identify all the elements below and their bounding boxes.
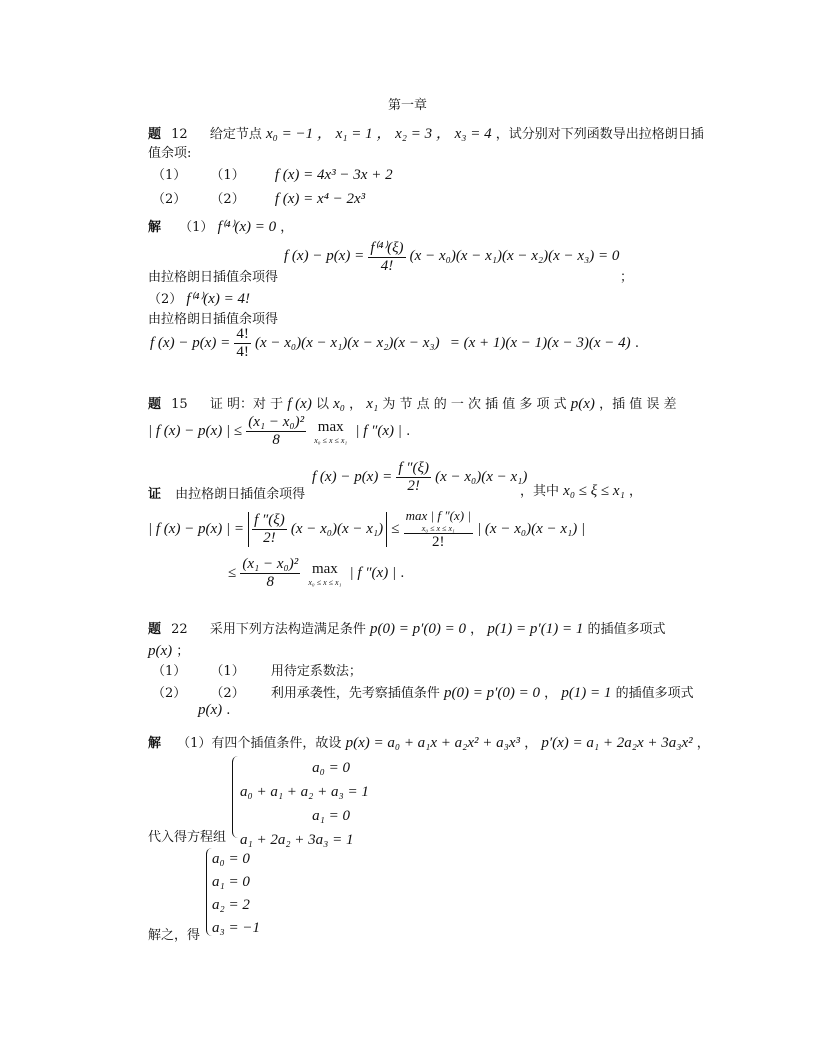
formula-right: = (x + 1)(x − 1)(x − 3)(x − 4) (449, 335, 631, 351)
frac-num: (x₁ − x₀)² (248, 414, 305, 430)
cond2: p(1) = 1 (561, 685, 612, 701)
max-sub: x₀ ≤ x ≤ x₁ (421, 524, 455, 533)
problem-text: 证 明：对 于 (209, 397, 284, 412)
problem-12-line1 (148, 122, 704, 143)
frac-num: f ″(ξ) (254, 512, 285, 528)
max-num: max | f ″(x) | (405, 508, 471, 523)
problem-15-inequality: | f (x) − p(x) | ≤ $\frac{\text{(x₁ − x₀)²}}{8}$ max x₀ ≤ x ≤ x₁ | f ″(x) | . (148, 414, 411, 448)
equation-system (240, 756, 369, 852)
solution-text: （1）有四个插值条件，故设 (177, 736, 342, 751)
frac-den: 2! (263, 530, 276, 546)
cond2: p(1) = p′(1) = 1 (487, 621, 584, 637)
formula-left: f (x) − p(x) = (312, 469, 393, 485)
l2-right: | f ″(x) | (349, 565, 397, 581)
problem-22-item2-line2 (198, 702, 230, 719)
problem-12-item2 (152, 188, 365, 208)
comma: ， (280, 220, 294, 235)
sep: ， (524, 736, 538, 751)
l1-mid: (x − x₀)(x − x₁) (290, 521, 384, 537)
frac-num: f ″(ξ) (398, 460, 429, 476)
part-expr: f⁽⁴⁾(x) = 4! (186, 291, 250, 307)
max-num-wrap (404, 508, 473, 534)
result-eq: a₂ = 2 (212, 897, 250, 913)
dp-expr: p′(x) = a₁ + 2a₂x + 3a₃x² (541, 735, 693, 751)
system-brace (232, 756, 239, 838)
where-end: ， (628, 484, 642, 499)
part-tag: （2） (148, 292, 183, 307)
equation: a₁ = 0 (312, 808, 350, 824)
proof-text: 由拉格朗日插值余项得 (175, 487, 306, 502)
solution-label: 解 (148, 736, 162, 751)
x1: x₁ (366, 396, 379, 412)
solution-12-part2 (148, 288, 250, 308)
item-tag: （2） (152, 192, 187, 207)
solution-label: 解 (148, 220, 162, 235)
frac-den: 8 (272, 432, 280, 448)
problem-number: 22 (171, 622, 188, 637)
result-eq: a₁ = 0 (212, 874, 250, 890)
solution-12-part1 (148, 216, 293, 236)
solution-22-line1 (148, 732, 710, 752)
where-expr: x₀ ≤ ξ ≤ x₁ (563, 483, 625, 499)
formula-remainder-2 (150, 326, 639, 361)
chapter-title: 第一章 (388, 98, 428, 113)
problem-22-item2 (152, 682, 694, 702)
proof-15-formula (312, 460, 527, 495)
px: p(x) (198, 702, 223, 718)
problem-12-line2: 值余项: (148, 146, 192, 161)
item-expr: f (x) = x⁴ − 2x³ (274, 191, 366, 207)
formula-left: f (x) − p(x) = (284, 248, 365, 264)
system-label: 代入得方程组 (148, 830, 227, 845)
result-eq: a₃ = −1 (212, 920, 260, 936)
sep: ， (349, 397, 363, 412)
item-tag: （2） (152, 686, 187, 701)
l2-le: ≤ (228, 565, 237, 581)
cond1: p(0) = p′(0) = 0 (444, 685, 541, 701)
part-tag: （1） (179, 220, 214, 235)
text2: 的插值多项式 (615, 686, 694, 701)
cond1: p(0) = p′(0) = 0 (370, 621, 467, 637)
formula-right: (x − x₀)(x − x₁)(x − x₂)(x − x₃) = 0 (409, 248, 620, 264)
item-tag2: （2） (210, 686, 245, 701)
part-expr: f⁽⁴⁾(x) = 0 (217, 219, 277, 235)
problem-label: 题 (148, 622, 162, 637)
result-label: 解之，得 (148, 928, 201, 943)
problem-nodes: x₀ = −1 ， x₁ = 1 ， x₂ = 3 ， x₃ = 4 (266, 126, 492, 142)
frac-den: 4! (380, 258, 394, 274)
max-word: max (311, 560, 338, 577)
item-tag: （1） (152, 664, 187, 679)
semi: ； (176, 644, 190, 659)
proof-label: 证 (148, 487, 162, 502)
l1-le: ≤ (391, 521, 400, 537)
frac-den: 4! (236, 344, 249, 360)
l1-right: | (x − x₀)(x − x₁) | (477, 521, 586, 537)
problem-12-item1 (152, 164, 393, 184)
formula-left: f (x) − p(x) = (150, 335, 231, 351)
ineq-left: | f (x) − p(x) | ≤ (148, 423, 243, 439)
text3: 为 节 点 的 一 次 插 值 多 项 式 (382, 397, 567, 412)
problem-label: 题 (148, 127, 162, 142)
formula-remainder-1 (284, 238, 619, 275)
result-eq: a₀ = 0 (212, 851, 250, 867)
ineq-right: | f ″(x) | (355, 423, 402, 439)
text2: 的插值多项式 (587, 622, 666, 637)
max-operator (308, 561, 341, 587)
fraction (252, 512, 287, 547)
px: p(x) (148, 643, 173, 659)
problem-number: 15 (171, 397, 188, 412)
max-fraction (404, 508, 473, 551)
formula-right: (x − x₀)(x − x₁) (435, 469, 528, 485)
item-tag: （1） (152, 168, 187, 183)
text4: ，插 值 误 差 (599, 397, 677, 412)
end: ， (696, 736, 710, 751)
frac-num: 4! (236, 326, 249, 342)
problem-label: 题 (148, 397, 162, 412)
problem-15-line1 (148, 393, 676, 413)
proof-15-line1 (148, 508, 585, 551)
max-sub: x₀ ≤ x ≤ x₁ (308, 577, 342, 587)
problem-intro: 给定节点 (209, 127, 262, 142)
frac-num: (x₁ − x₀)² (242, 556, 299, 572)
proof-15-line2: ≤ $\frac{\text{(x₁ − x₀)²}}{8}$ max x₀ ≤ x ≤ x₁ | f ″(x) | . (228, 556, 405, 590)
problem-tail: ，试分别对下列函数导出拉格朗日插 (495, 127, 704, 142)
problem-text: 采用下列方法构造满足条件 (209, 622, 366, 637)
dot: . (634, 336, 639, 351)
p-expr: p(x) = a₀ + a₁x + a₂x² + a₃x³ (345, 735, 521, 751)
fx: f (x) (287, 396, 312, 412)
frac-num: f⁽⁴⁾(ξ) (370, 240, 404, 256)
item-expr: f (x) = 4x³ − 3x + 2 (274, 167, 393, 183)
item-text: 用待定系数法； (270, 664, 362, 679)
semicolon: ； (620, 270, 634, 285)
max-den: 2! (432, 534, 445, 550)
sep: ， (470, 622, 484, 637)
formula-mid: (x − x₀)(x − x₁)(x − x₂)(x − x₃) (255, 335, 440, 351)
fraction (234, 326, 251, 361)
x0: x₀ (333, 396, 345, 412)
fraction (396, 460, 431, 495)
result-system (212, 848, 260, 940)
max-sub: x₀ ≤ x ≤ x₁ (314, 435, 348, 445)
proof-15-where (520, 480, 642, 500)
sep: ， (544, 686, 558, 701)
equation: a₀ = 0 (312, 760, 350, 776)
px: p(x) (570, 396, 595, 412)
proof-15-text (148, 483, 305, 502)
where: ，其中 (520, 484, 560, 499)
item-tag2: （1） (210, 664, 245, 679)
problem-22-line2 (148, 640, 189, 660)
item-text: 利用承袭性，先考察插值条件 (270, 686, 440, 701)
item-tag2: （2） (210, 192, 245, 207)
text2: 以 (315, 397, 329, 412)
problem-22-line1 (148, 618, 665, 638)
frac-den: 2! (407, 478, 420, 494)
fraction (246, 414, 306, 449)
fraction (368, 238, 405, 275)
l1-left: | f (x) − p(x) | = (148, 521, 244, 537)
equation: a₁ + 2a₂ + 3a₃ = 1 (240, 832, 354, 848)
item-tag2: （1） (210, 168, 245, 183)
equation: a₀ + a₁ + a₂ + a₃ = 1 (240, 784, 369, 800)
problem-22-item1 (152, 660, 362, 679)
fraction (240, 556, 300, 591)
remainder-text-1: 由拉格朗日插值余项得 (148, 270, 279, 285)
problem-number: 12 (171, 127, 188, 142)
max-word: max (317, 418, 344, 435)
end: . (226, 703, 231, 718)
frac-den: 8 (266, 574, 275, 590)
max-operator (314, 419, 347, 445)
remainder-text-2: 由拉格朗日插值余项得 (148, 312, 279, 327)
